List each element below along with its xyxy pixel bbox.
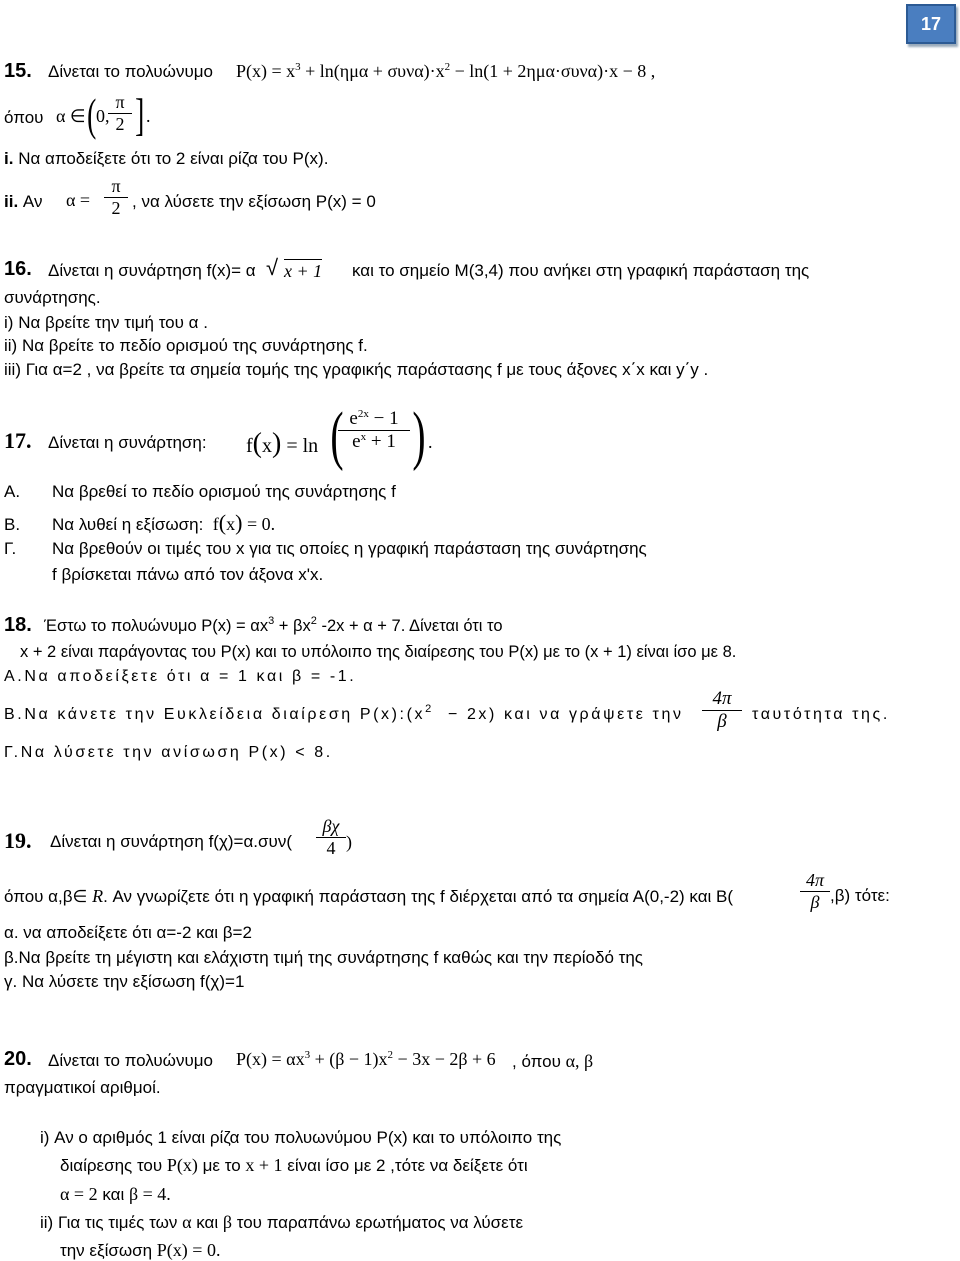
line-1a: Δίνεται η συνάρτηση f(x)= α — [48, 261, 256, 280]
item-iii — [4, 360, 708, 380]
item-text: να λύσετε την εξίσωση P(x) = 0 — [141, 192, 376, 211]
open-paren: ( — [330, 399, 344, 472]
item-ii — [4, 192, 47, 212]
fraction-4pi-beta: $\frac{4\pi}{\beta}$ — [702, 688, 742, 733]
where-label: όπου — [4, 108, 44, 127]
intro-text: Δίνεται το πολυώνυμο — [48, 1051, 213, 1070]
line-1: Έστω το πολυώνυμο $P(x) = \alpha x^3 + \beta x^2$ -2x + α + 7. Δίνεται ότι το — [44, 615, 503, 635]
problem-number: 19. — [4, 828, 32, 853]
item-i — [4, 149, 328, 169]
sqrt-argument: x + 1 — [284, 261, 323, 281]
problem-number: 16. — [4, 258, 32, 280]
item-b: Β.Να κάνετε την Ευκλείδεια διαίρεση $P(x):(x^2 - 2x)$ και να γράψετε την — [4, 703, 684, 723]
line-1b: και το σημείο Μ(3,4) που ανήκει στη γραφική παράσταση της — [352, 261, 810, 280]
item-ii-line-1: ii) Για τις τιμές των α και β του παραπάνω ερωτήματος να λύσετε — [40, 1212, 524, 1232]
item-text: Να λυθεί η εξίσωση: f(x) = 0. — [52, 510, 276, 535]
problem-number: 15. — [4, 60, 32, 82]
item-label: ii) — [4, 336, 18, 355]
item-label: iii) — [4, 360, 21, 379]
pi-over-2: $\frac{\pi}{2}$ — [104, 176, 128, 219]
item-text: Να αποδείξετε ότι το 2 είναι ρίζα του P(x). — [18, 149, 329, 168]
function-formula: f(x) = ln — [246, 428, 319, 459]
item-label: Β. — [4, 515, 21, 534]
item-label: i) — [4, 313, 14, 332]
item-text: Να βρεθεί το πεδίο ορισμού της συνάρτησης f — [52, 482, 396, 501]
item-g: Γ.Να λύσετε την ανίσωση P(x) < 8. — [4, 744, 333, 761]
intro-text: Δίνεται η συνάρτηση: — [48, 433, 207, 452]
line-2-end: ,β) τότε: — [830, 886, 890, 905]
item-a: Α.Να αποδείξετε ότι α = 1 και β = -1. — [4, 668, 357, 685]
period: . — [146, 106, 151, 126]
item-text-cont: f βρίσκεται πάνω από τον άξονα x'x. — [52, 565, 324, 584]
line-2: συνάρτησης. — [4, 288, 101, 307]
interval-formula: α ∈ — [56, 106, 86, 126]
fraction: $\frac{e^{2x} - 1}{e^x + 1}$ — [338, 408, 410, 453]
sqrt-sign: √ — [266, 255, 279, 280]
fraction-bx-4: $\frac{\beta\chi}{4}$ — [316, 816, 346, 859]
close-paren: ) — [412, 399, 426, 472]
reals-symbol: R — [92, 886, 104, 906]
intro-text: Δίνεται το πολυώνυμο — [48, 62, 213, 81]
line-2a: όπου α,β∈ — [4, 887, 88, 906]
line-2: πραγματικοί αριθμοί. — [4, 1078, 161, 1097]
item-text: Για α=2 , να βρείτε τα σημεία τομής της γραφικής παράστασης f με τους άξονες x΄x και y΄y . — [25, 360, 709, 379]
where-text: , όπου α, β — [512, 1051, 594, 1071]
item-ii — [4, 336, 368, 356]
item-text: Να βρείτε την τιμή του α . — [18, 313, 208, 332]
interval-zero: 0, — [96, 106, 110, 126]
line-2: x + 2 είναι παράγοντας του P(x) και το υπόλοιπο της διαίρεσης του P(x) με το (x + 1) είναι ίσο με 8. — [20, 643, 737, 661]
item-a — [4, 482, 396, 502]
item-text-wrap: , να λύσετε την εξίσωση P(x) = 0 — [132, 192, 376, 211]
problem-number: 17. — [4, 428, 32, 453]
item-i-line-3: α = 2 και β = 4. — [60, 1184, 171, 1204]
problem-number: 20. — [4, 1048, 32, 1070]
item-text: Να βρείτε το πεδίο ορισμού της συνάρτησης f. — [21, 336, 368, 355]
item-label: i. — [4, 149, 14, 168]
item-g — [4, 539, 647, 559]
item-prefix: Αν — [22, 192, 48, 211]
polynomial-formula: $P(x) = x^3 + \ln(\eta\mu\alpha + \sigma\upsilon\nu\alpha)\cdot x^2 - \ln(1 + 2\eta\mu\alpha\cdot\sigma\upsilon\nu\alpha)\cdot x - 8$ , — [236, 61, 656, 81]
item-i-line-1: i) Αν ο αριθμός 1 είναι ρίζα του πολυωνύμου P(x) και το υπόλοιπο της — [40, 1128, 562, 1147]
polynomial-formula: $P(x) = \alpha x^3 + (\beta - 1)x^2 - 3x - 2\beta + 6$ — [236, 1049, 496, 1069]
close-paren: ) — [346, 832, 352, 852]
open-paren: ( — [87, 89, 97, 140]
item-label: Α. — [4, 482, 21, 501]
line-2: όπου α,β∈ R. Αν γνωρίζετε ότι η γραφική παράσταση της f διέρχεται από τα σημεία Α(0,-2) και Β( — [4, 886, 734, 906]
item-g: γ. Να λύσετε την εξίσωση f(χ)=1 — [4, 972, 245, 991]
alpha-eq: α = — [66, 190, 91, 210]
item-i — [4, 313, 208, 333]
item-i-line-2: διαίρεσης του P(x) με το x + 1 είναι ίσο με 2 ,τότε να δείξετε ότι — [60, 1155, 528, 1175]
item-a: α. να αποδείξετε ότι α=-2 και β=2 — [4, 923, 252, 942]
item-b-end: ταυτότητα της. — [752, 706, 890, 723]
item-b: β.Να βρείτε τη μέγιστη και ελάχιστη τιμή της συνάρτησης f καθώς και την περίοδό της — [4, 948, 644, 967]
fraction-4pi-beta: $\frac{4\pi}{\beta}$ — [800, 870, 830, 913]
period: . — [428, 432, 433, 452]
item-ii-line-2: την εξίσωση P(x) = 0. — [60, 1240, 221, 1260]
item-label: Γ. — [4, 539, 17, 558]
item-label: ii. — [4, 192, 19, 211]
problem-number: 18. — [4, 614, 32, 636]
item-text: Να βρεθούν οι τιμές του x για τις οποίες η γραφική παράσταση της συνάρτησης — [52, 539, 647, 558]
pi-over-2: $\frac{\pi}{2}$ — [108, 92, 132, 135]
line-1: Δίνεται η συνάρτηση f(χ)=α.συν( — [50, 832, 292, 851]
item-b — [4, 510, 275, 535]
page-number-badge — [906, 4, 956, 44]
close-bracket: ] — [135, 89, 145, 140]
page-number: 17 — [920, 13, 942, 34]
